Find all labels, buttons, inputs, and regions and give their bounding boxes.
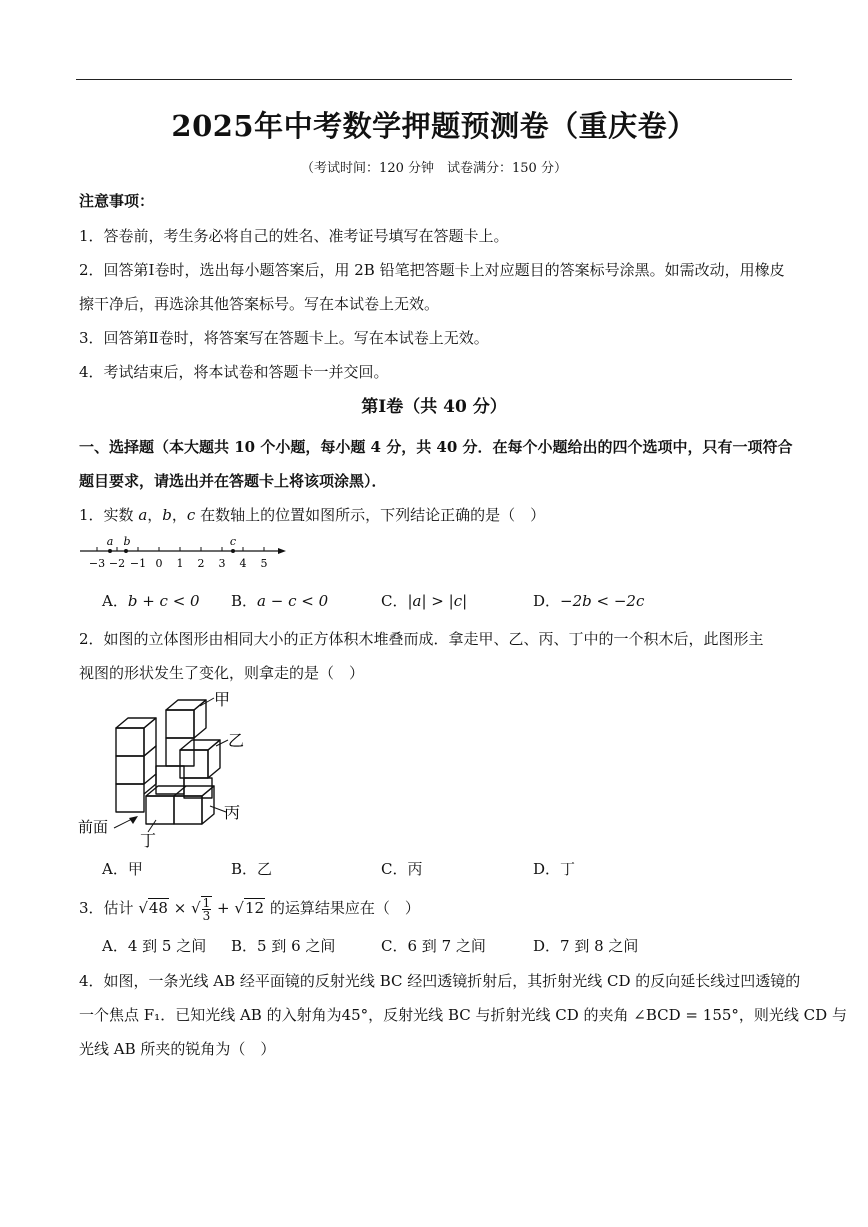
front-view-label: 前面 — [78, 818, 109, 836]
question-4: 4．如图，一条光线 AB 经平面镜的反射光线 BC 经凹透镜折射后，其折射光线 CD 的反向延长线过凹透镜的 — [79, 972, 801, 990]
question-2: 视图的形状发生了变化，则拿走的是（ ） — [79, 664, 365, 682]
point-label-b: b — [123, 535, 131, 548]
note-item: 3．回答第Ⅱ卷时，将答案写在答题卡上。写在本试卷上无效。 — [79, 329, 489, 347]
question-4: 一个焦点 F₁．已知光线 AB 的入射角为45°，反射光线 BC 与折射光线 CD 的夹角 ∠BCD = 155°，则光线 CD 与 — [79, 1006, 847, 1024]
tick-label: 4 — [239, 557, 247, 570]
point-b — [124, 549, 128, 553]
tick-label: 0 — [155, 557, 163, 570]
tick-label: −3 — [88, 557, 106, 570]
section-instructions: 题目要求，请选出并在答题卡上将该项涂黑）． — [79, 472, 387, 490]
point-label-c: c — [229, 535, 237, 548]
q1-option-d[interactable]: D．−2b < −2c — [533, 592, 645, 610]
note-item: 2．回答第Ⅰ卷时，选出每小题答案后，用 2B 铅笔把答题卡上对应题目的答案标号涂黑。如需改动，用橡皮 — [79, 261, 785, 279]
cube-label-ding: 丁 — [140, 831, 157, 850]
point-c — [231, 549, 235, 553]
q1-option-b[interactable]: B．a − c < 0 — [231, 592, 329, 610]
tick-label: −1 — [129, 557, 147, 570]
notes-heading: 注意事项： — [79, 192, 155, 210]
section-instructions: 一、选择题（本大题共 10 个小题，每小题 4 分，共 40 分．在每个小题给出的四个选项中，只有一项符合 — [79, 438, 793, 456]
question-4: 光线 AB 所夹的锐角为（ ） — [79, 1040, 276, 1058]
question-1: 1．实数 a，b，c 在数轴上的位置如图所示，下列结论正确的是（ ） — [79, 506, 546, 524]
q2-option-c[interactable]: C．丙 — [381, 860, 423, 878]
exam-title: 2025年中考数学押题预测卷（重庆卷） — [171, 109, 697, 143]
q3-option-d[interactable]: D．7 到 8 之间 — [533, 937, 639, 955]
tick-label: 5 — [260, 557, 268, 570]
note-item: 1．答卷前，考生务必将自己的姓名、准考证号填写在答题卡上。 — [79, 227, 509, 245]
cube-label-jia: 甲 — [214, 690, 231, 709]
exam-subtitle: （考试时间：120 分钟 试卷满分：150 分） — [301, 161, 567, 176]
cube-label-yi: 乙 — [228, 731, 245, 750]
q3-option-a[interactable]: A．4 到 5 之间 — [102, 937, 207, 955]
cube-label-bing: 丙 — [224, 803, 241, 822]
q2-option-a[interactable]: A．甲 — [102, 860, 143, 878]
q1-option-a[interactable]: A．b + c < 0 — [102, 592, 200, 610]
tick-label: 2 — [197, 557, 205, 570]
q1-option-c[interactable]: C．|a| > |c| — [381, 592, 468, 610]
tick-label: 3 — [218, 557, 226, 570]
point-a — [108, 549, 112, 553]
question-3: 3．估计 √48 × √ $\frac{1}{3}$ + √12 的运算结果应在（ ） — [79, 896, 420, 923]
section-title: 第Ⅰ卷（共 40 分） — [361, 397, 507, 417]
point-label-a: a — [106, 535, 114, 548]
question-2: 2．如图的立体图形由相同大小的正方体积木堆叠而成．拿走甲、乙、丙、丁中的一个积木后，此图形主 — [79, 630, 764, 648]
q2-option-b[interactable]: B．乙 — [231, 860, 273, 878]
header-rule — [76, 79, 792, 80]
note-item: 擦干净后，再选涂其他答案标号。写在本试卷上无效。 — [79, 295, 440, 313]
tick-label: 1 — [176, 557, 184, 570]
q3-option-b[interactable]: B．5 到 6 之间 — [231, 937, 336, 955]
note-item: 4．考试结束后，将本试卷和答题卡一并交回。 — [79, 363, 389, 381]
q2-option-d[interactable]: D．丁 — [533, 860, 576, 878]
number-line-figure — [80, 533, 295, 573]
tick-label: −2 — [108, 557, 126, 570]
cube-stack-figure — [76, 688, 256, 853]
q3-option-c[interactable]: C．6 到 7 之间 — [381, 937, 486, 955]
